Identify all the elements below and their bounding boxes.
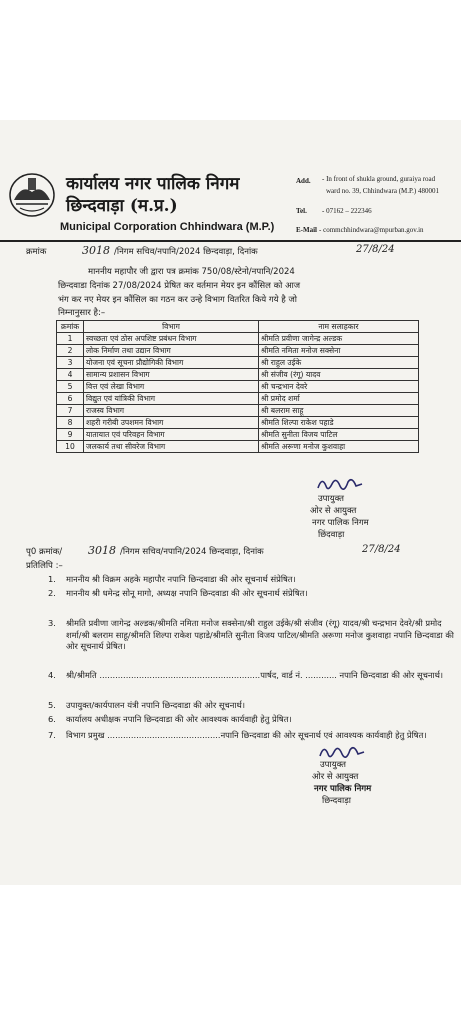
- intro-line-4: निम्नानुसार है:–: [58, 308, 106, 318]
- signatory-on-behalf: ओर से आयुक्त: [312, 772, 359, 782]
- list-item-number: 6.: [48, 714, 56, 724]
- row-advisor: श्री संजीव (रंगू) यादव: [259, 369, 419, 381]
- table-row: [57, 429, 419, 441]
- office-name-hindi: कार्यालय नगर पालिक निगम: [66, 174, 240, 194]
- signatory-designation: उपायुक्त: [320, 760, 347, 770]
- copy-ref-prefix: पृ0 क्रमांक/: [26, 547, 63, 557]
- table-row: [57, 441, 419, 453]
- ref-prefix: क्रमांक: [26, 247, 47, 257]
- row-department: राजस्व विभाग: [84, 405, 259, 417]
- address-label: Add.: [296, 177, 311, 185]
- row-serial: 6: [57, 393, 84, 405]
- copy-ref-text: /निगम सचिव/नपानि/2024 छिन्दवाड़ा, दिनांक: [120, 547, 264, 557]
- row-serial: 9: [57, 429, 84, 441]
- row-advisor: श्रीमति सुनीता विजय पाटिल: [259, 429, 419, 441]
- row-department: जलकार्य तथा सीवरेज विभाग: [84, 441, 259, 453]
- table-row: [57, 369, 419, 381]
- table-row: [57, 345, 419, 357]
- signatory-org: नगर पालिक निगम: [314, 784, 372, 794]
- signatory-designation: उपायुक्त: [318, 494, 345, 504]
- copy-ref-number: 3018: [88, 544, 116, 557]
- col-header-department: विभाग: [84, 321, 259, 333]
- list-item-text: विभाग प्रमुख ...........................................नपानि छिन्दवाडा की ओर सूचनार्थ एवं आवश्यक कार्यवाही हेतु प्रेषित।: [66, 730, 427, 740]
- ref-text: /निगम सचिव/नपानि/2024 छिन्दवाड़ा, दिनांक: [114, 247, 258, 257]
- email-label: E-Mail: [296, 226, 317, 234]
- col-header-advisor: नाम सलाहकार: [259, 321, 419, 333]
- row-department: शहरी गरीबी उपशमन विभाग: [84, 417, 259, 429]
- list-item-text: श्रीमति प्रवीणा जागेन्द्र अल्डक/श्रीमति नमिता मनोज सक्सेना/श्री राहुल उईके/श्री संजीव (रंगू) यादव/श्री चन्द्रभान देवरे/श्री प्रमोद शर्मा/श्री बलराम साहू/श्रीमति शिल्पा राकेश पहाडे/श्रीमति सुनीता विजय पाटिल/श्रीमति अरूणा मनोज कुशवाहा नपानि छिन्दवाडा की ओर सूचनार्थ प्रेषित।: [66, 618, 454, 651]
- table-row: [57, 417, 419, 429]
- row-advisor: श्री राहुल उईके: [259, 357, 419, 369]
- row-advisor: श्री प्रमोद शर्मा: [259, 393, 419, 405]
- table-row: [57, 381, 419, 393]
- row-serial: 5: [57, 381, 84, 393]
- address-line-1: - In front of shukla ground, guraiya road: [322, 175, 436, 183]
- signatory-city: छिंदवाड़ा: [318, 530, 345, 540]
- copy-ref-date: 27/8/24: [362, 544, 401, 555]
- list-item-number: 2.: [48, 588, 56, 598]
- row-serial: 8: [57, 417, 84, 429]
- ref-date: 27/8/24: [356, 244, 395, 255]
- list-item-text: कार्यालय अधीक्षक नपानि छिन्दवाडा की ओर आवश्यक कार्यवाही हेतु प्रेषित।: [66, 714, 292, 724]
- row-department: योजना एवं सूचना प्रौद्योगिकी विभाग: [84, 357, 259, 369]
- signatory-org: नगर पालिक निगम: [312, 518, 369, 528]
- list-item-text: माननीय श्री धमेन्द्र सोनू मागो, अध्यक्ष नपानि छिन्दवाडा की ओर सूचनार्थ संप्रेषित।: [66, 588, 308, 598]
- intro-line-1: माननीय महापौर जी द्वारा पत्र क्रमांक 750/08/स्टेनो/नपानि/2024: [88, 267, 295, 277]
- row-department: यातायात एवं परिवहन विभाग: [84, 429, 259, 441]
- table-row: [57, 357, 419, 369]
- signatory-city: छिन्दवाड़ा: [322, 796, 351, 806]
- intro-line-2: छिन्दवाडा दिनांक 27/08/2024 प्रेषित कर वर्तमान मेयर इन कौंसिल को आज: [58, 281, 301, 291]
- city-name-hindi: छिन्दवाड़ा (म.प्र.): [66, 196, 178, 216]
- row-department: विद्युत एवं यांत्रिकी विभाग: [84, 393, 259, 405]
- address-line-2: ward no. 39, Chhindwara (M.P.) 480001: [326, 187, 439, 195]
- row-serial: 4: [57, 369, 84, 381]
- row-department: स्वच्छता एवं ठोस अपशिष्ट प्रबंधन विभाग: [84, 333, 259, 345]
- row-department: सामान्य प्रशासन विभाग: [84, 369, 259, 381]
- list-item-number: 7.: [48, 730, 56, 740]
- col-header-serial: क्रमांक: [57, 321, 84, 333]
- list-item-text: माननीय श्री विक्रम अहके महापौर नपानि छिन्दवाडा की ओर सूचनार्थ संप्रेषित।: [66, 574, 296, 584]
- list-item-text: श्री/श्रीमति .............................................................पार्षद, वार्ड नं. ............ नपानि छिन्दवाडा की ओर सूचनार्थ।: [66, 670, 444, 680]
- row-advisor: श्रीमति नमिता मनोज सक्सेना: [259, 345, 419, 357]
- row-advisor: श्री बलराम साहू: [259, 405, 419, 417]
- row-advisor: श्रीमति अरूणा मनोज कुशवाहा: [259, 441, 419, 453]
- emblem-logo: [8, 172, 56, 218]
- table-row: [57, 333, 419, 345]
- row-serial: 10: [57, 441, 84, 453]
- row-advisor: श्रीमति प्रवीणा जागेन्द्र अल्डक: [259, 333, 419, 345]
- tel-label: Tel.: [296, 207, 307, 215]
- row-serial: 7: [57, 405, 84, 417]
- list-item-number: 1.: [48, 574, 56, 584]
- list-item-number: 3.: [48, 618, 56, 628]
- ref-number: 3018: [82, 244, 110, 257]
- row-serial: 3: [57, 357, 84, 369]
- table-row: [57, 405, 419, 417]
- signatory-on-behalf: ओर से आयुक्त: [310, 506, 357, 516]
- department-table: [56, 320, 419, 453]
- row-serial: 2: [57, 345, 84, 357]
- header-divider: [0, 240, 461, 242]
- tel-value: - 07162 – 222346: [322, 207, 372, 215]
- row-department: वित्त एवं लेखा विभाग: [84, 381, 259, 393]
- row-department: लोक निर्माण तथा उद्यान विभाग: [84, 345, 259, 357]
- table-header-row: [57, 321, 419, 333]
- table-row: [57, 393, 419, 405]
- row-advisor: श्री चन्द्रभान देवरे: [259, 381, 419, 393]
- org-name-english: Municipal Corporation Chhindwara (M.P.): [60, 221, 275, 233]
- list-item-number: 5.: [48, 700, 56, 710]
- row-serial: 1: [57, 333, 84, 345]
- list-item-number: 4.: [48, 670, 56, 680]
- intro-line-3: भंग कर नए मेयर इन कौंसिल का गठन कर उन्हे विभाग वितरित किये गये है जो: [58, 295, 298, 305]
- list-item-text: उपायुक्त/कार्यपालन यंत्री नपानि छिन्दवाडा की ओर सूचनार्थ।: [66, 700, 245, 710]
- email-value: - commchhindwara@mpurban.gov.in: [319, 226, 424, 234]
- row-advisor: श्रीमति शिल्पा राकेश पहाडे: [259, 417, 419, 429]
- copy-label: प्रतिलिपि :–: [26, 561, 63, 571]
